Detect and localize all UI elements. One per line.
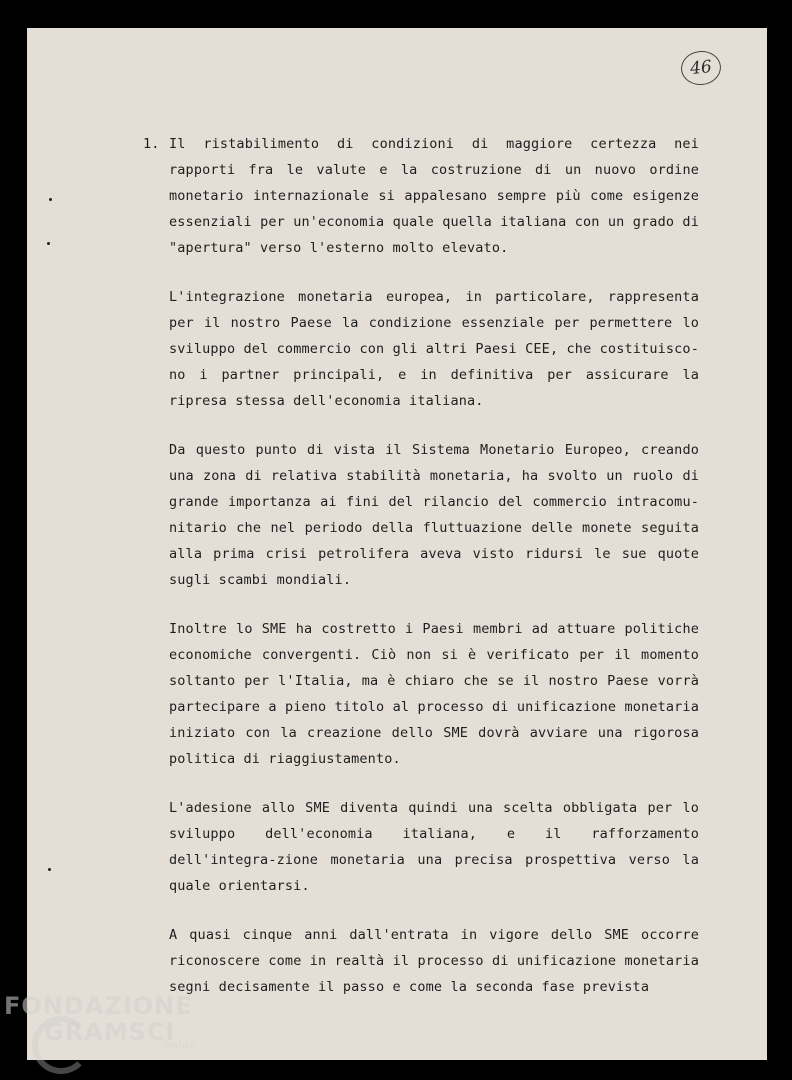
document-body xyxy=(143,131,699,1023)
paragraph-1 xyxy=(143,131,699,261)
watermark-line-3: Onlus xyxy=(164,1041,195,1051)
margin-mark xyxy=(48,868,51,871)
document-page xyxy=(27,28,767,1060)
watermark-line-1: FONDAZIONE xyxy=(4,992,193,1020)
paragraph-text: Da questo punto di vista il Sistema Monetario Europeo, creando una zona di relativa stabilità monetaria, ha svolto un ruolo di grande importanza ai fini del rilancio del commercio intracomu-nitario che nel periodo della fluttuazione delle monete seguita alla prima crisi petrolifera aveva visto ridursi le sue quote sugli scambi mondiali. xyxy=(169,442,699,588)
watermark-line-2: GRAMSCI xyxy=(44,1018,176,1046)
paragraph-text: Inoltre lo SME ha costretto i Paesi membri ad attuare politiche economiche convergenti. Ciò non si è verificato per il momento soltanto per l'Italia, ma è chiaro che se il nostro Paese vorrà partecipare a pieno titolo al processo di unificazione monetaria iniziato con la creazione dello SME dovrà avviare una rigorosa politica di riaggiustamento. xyxy=(169,621,699,767)
paragraph-3 xyxy=(169,437,699,593)
paragraph-text: L'integrazione monetaria europea, in particolare, rappresenta per il nostro Paese la condizione essenziale per permettere lo sviluppo del commercio con gli altri Paesi CEE, che costituisco-no i partner principali, e in definitiva per assicurare la ripresa stessa dell'economia italiana. xyxy=(169,289,699,409)
paragraph-2 xyxy=(169,284,699,414)
paragraph-text: L'adesione allo SME diventa quindi una scelta obbligata per lo sviluppo dell'economia italiana, e il rafforzamento dell'integra-zione monetaria una precisa prospettiva verso la quale orientarsi. xyxy=(169,800,699,894)
paragraph-6 xyxy=(169,922,699,1000)
paragraph-5 xyxy=(169,795,699,899)
watermark-logo xyxy=(4,993,195,1051)
margin-mark xyxy=(47,242,50,245)
paragraph-text: Il ristabilimento di condizioni di maggiore certezza nei rapporti fra le valute e la costruzione di un nuovo ordine monetario internazionale si appalesano sempre più come esigenze essenziali per un'economia quale quella italiana con un grado di "apertura" verso l'esterno molto elevato. xyxy=(169,136,699,256)
paragraph-4 xyxy=(169,616,699,772)
page-number-stamp: 46 xyxy=(679,49,722,87)
paragraph-text: A quasi cinque anni dall'entrata in vigore dello SME occorre riconoscere come in realtà il processo di unificazione monetaria segni decisamente il passo e come la seconda fase prevista xyxy=(169,927,699,995)
section-number: 1. xyxy=(143,136,160,152)
margin-mark xyxy=(49,198,52,201)
